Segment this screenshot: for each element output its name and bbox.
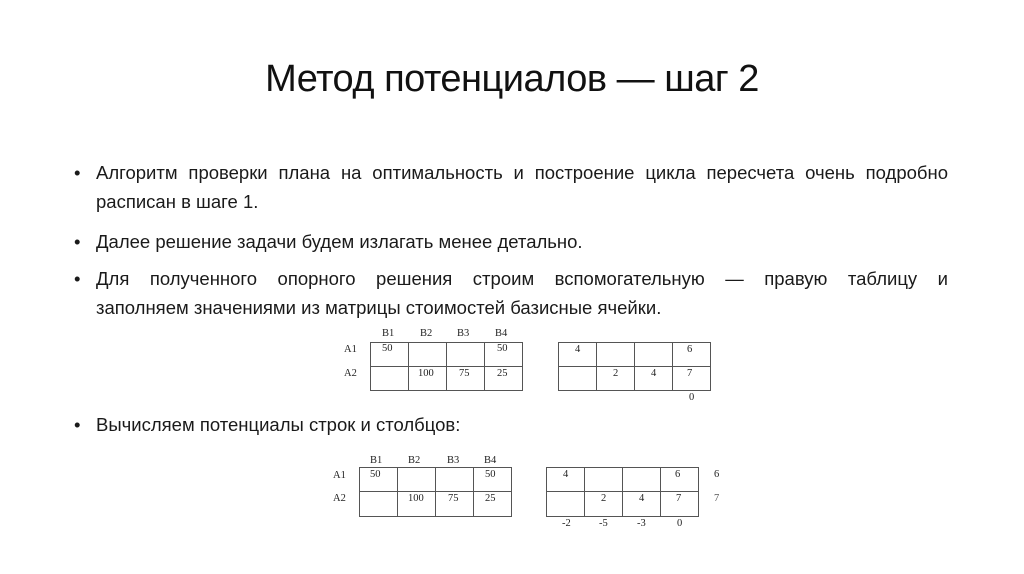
- col-potential: 0: [677, 518, 683, 529]
- row-potential: 7: [714, 493, 720, 504]
- aux-value: 6: [687, 344, 693, 355]
- plan-cell: [359, 491, 398, 517]
- bullet-item-3: [74, 264, 948, 322]
- aux-cell: [546, 491, 585, 517]
- plan-cell: [435, 467, 474, 492]
- col-header: B3: [447, 455, 460, 466]
- aux-cell: [622, 467, 661, 492]
- col-header: B4: [495, 328, 508, 339]
- bullet-dot: •: [74, 162, 81, 183]
- row-header: A2: [344, 368, 357, 379]
- col-potential: -5: [599, 518, 608, 529]
- bullet-dot: •: [74, 231, 81, 252]
- bullet-line: Вычисляем потенциалы строк и столбцов:: [96, 414, 461, 435]
- col-header: B4: [484, 455, 497, 466]
- aux-value: 4: [651, 368, 657, 379]
- col-header: B3: [457, 328, 470, 339]
- plan-value: 75: [459, 368, 470, 379]
- col-potential: 0: [689, 392, 695, 403]
- bullet-item-2: [74, 227, 948, 256]
- bullet-line: заполняем значениями из матрицы стоимостей базисные ячейки.: [96, 297, 662, 318]
- bullet-line: Алгоритм проверки плана на оптимальность и построение цикла пересчета очень подробно: [96, 162, 948, 183]
- aux-value: 4: [563, 469, 569, 480]
- aux-cell: [596, 342, 635, 367]
- slide-title: Метод потенциалов — шаг 2: [265, 58, 759, 100]
- row-header: A2: [333, 493, 346, 504]
- aux-value: 4: [639, 493, 645, 504]
- aux-value: 6: [675, 469, 681, 480]
- col-header: B1: [370, 455, 383, 466]
- plan-cell: [397, 467, 436, 492]
- plan-value: 75: [448, 493, 459, 504]
- aux-value: 7: [687, 368, 693, 379]
- plan-value: 100: [418, 368, 434, 379]
- plan-value: 50: [370, 469, 381, 480]
- row-potential: 6: [714, 469, 720, 480]
- bullet-line: Далее решение задачи будем излагать менее детально.: [96, 231, 583, 252]
- aux-value: 2: [601, 493, 607, 504]
- bullet-dot: •: [74, 268, 81, 289]
- col-header: B1: [382, 328, 395, 339]
- row-header: A1: [333, 470, 346, 481]
- col-potential: -2: [562, 518, 571, 529]
- aux-cell: [558, 366, 597, 391]
- plan-value: 25: [497, 368, 508, 379]
- plan-cell: [446, 342, 485, 367]
- aux-cell: [634, 342, 673, 367]
- row-header: A1: [344, 344, 357, 355]
- bullet-line: расписан в шаге 1.: [96, 191, 259, 212]
- plan-value: 50: [382, 343, 393, 354]
- col-header: B2: [420, 328, 433, 339]
- plan-value: 100: [408, 493, 424, 504]
- bullet-item-4: [74, 410, 948, 439]
- bullet-line: Для полученного опорного решения строим вспомогательную — правую таблицу и: [96, 268, 948, 289]
- aux-cell: [584, 467, 623, 492]
- col-potential: -3: [637, 518, 646, 529]
- plan-value: 50: [497, 343, 508, 354]
- plan-cell: [408, 342, 447, 367]
- plan-cell: [370, 366, 409, 391]
- plan-value: 50: [485, 469, 496, 480]
- aux-value: 2: [613, 368, 619, 379]
- plan-value: 25: [485, 493, 496, 504]
- bullet-item-1: [74, 158, 948, 216]
- aux-value: 7: [676, 493, 682, 504]
- col-header: B2: [408, 455, 421, 466]
- aux-value: 4: [575, 344, 581, 355]
- bullet-dot: •: [74, 414, 81, 435]
